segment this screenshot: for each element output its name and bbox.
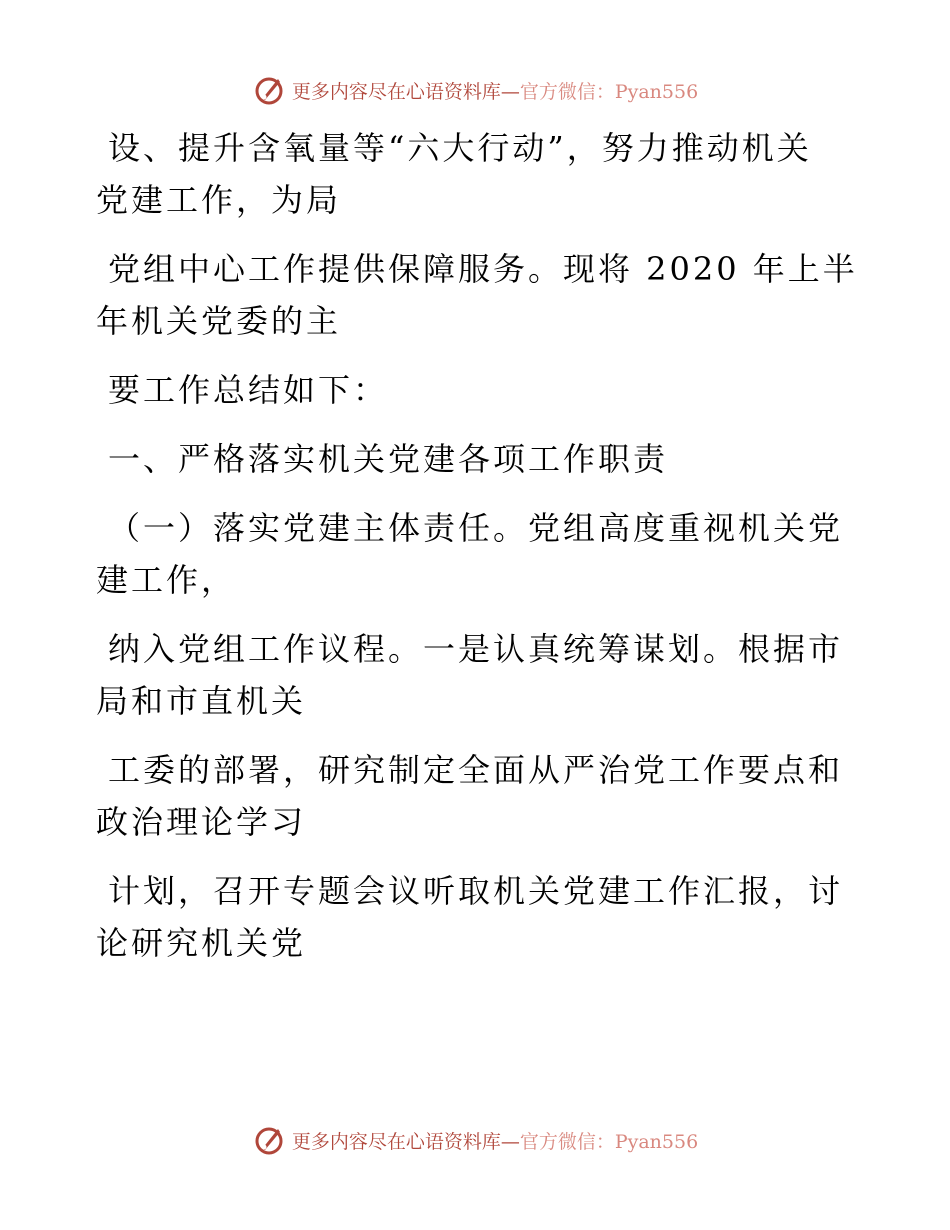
paragraph: 要工作总结如下： [108, 371, 389, 409]
header-banner [0, 70, 950, 110]
paragraph: 计划，召开专题会议听取机关党建工作汇报，讨 论研究机关党 [96, 872, 844, 962]
document-body [96, 122, 858, 986]
paragraph: 设、提升含氧量等“六大行动”，努力推动机关 党建工作，为局 [96, 129, 812, 219]
section-heading: 一、严格落实机关党建各项工作职责 [108, 440, 669, 478]
paragraph: （一）落实党建主体责任。党组高度重视机关党 建工作， [96, 509, 844, 599]
paragraph: 纳入党组工作议程。一是认真统筹谋划。根据市 局和市直机关 [96, 630, 844, 720]
paragraph: 工委的部署，研究制定全面从严治党工作要点和 政治理论学习 [96, 751, 844, 841]
footer-banner [0, 1120, 950, 1160]
quill-pen-logo-icon [252, 73, 286, 107]
paragraph: 党组中心工作提供保障服务。现将 2020 年上半 年机关党委的主 [96, 250, 858, 340]
banner-text: 更多内容尽在心语资料库—官方微信：Pyan556 [291, 1130, 699, 1153]
banner-text: 更多内容尽在心语资料库—官方微信：Pyan556 [291, 80, 699, 103]
quill-pen-logo-icon [252, 1123, 286, 1157]
